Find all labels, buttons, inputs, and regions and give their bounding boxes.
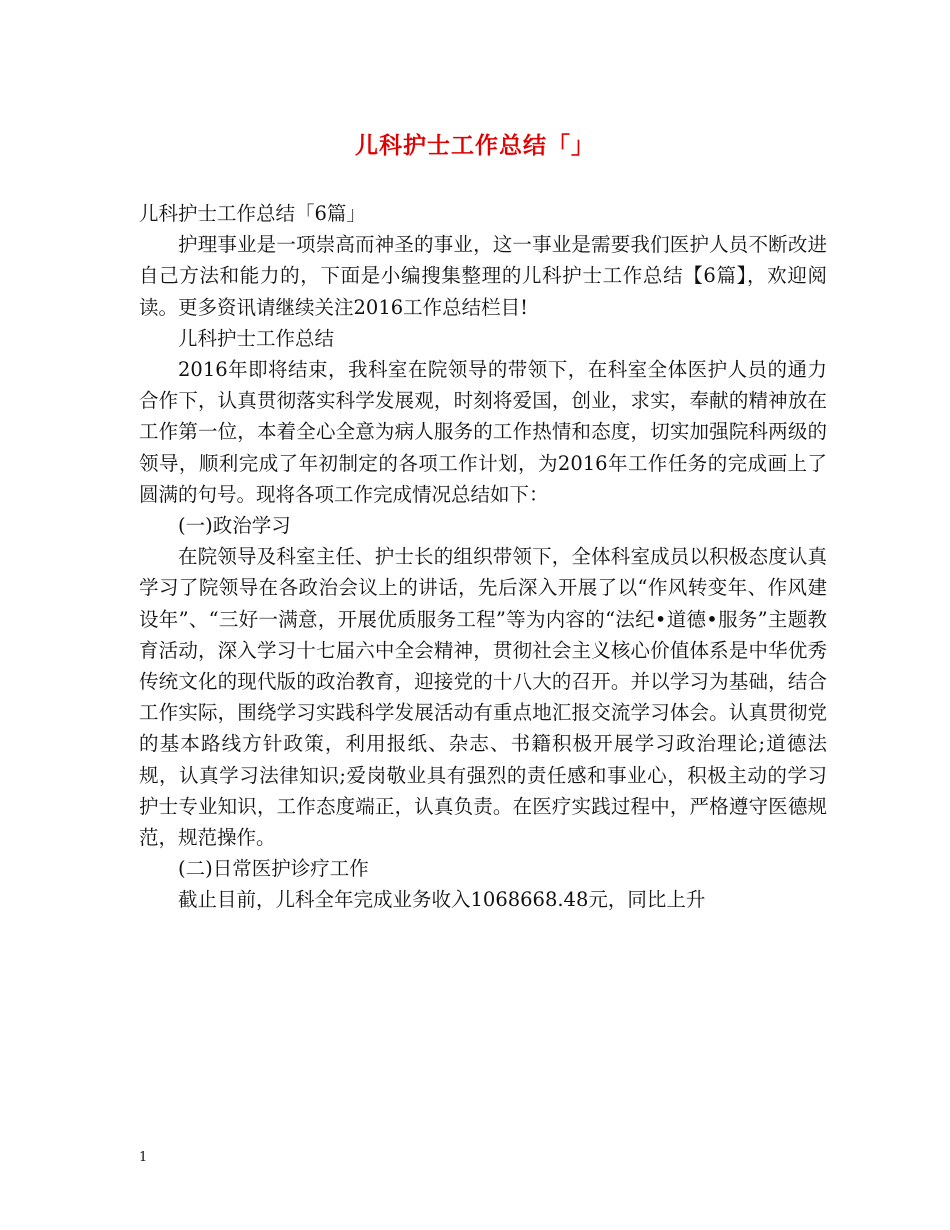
summary-paragraph: 2016年即将结束，我科室在院领导的带领下，在科室全体医护人员的通力合作下，认真贯彻落实科学发展观，时刻将爱国，创业，求实，奉献的精神放在工作第一位，本着全心全意为病人服务的工作热情和态度，切实加强院科两级的领导，顺利完成了年初制定的各项工作计划，为2016年工作任务的完成画上了圆满的句号。现将各项工作完成情况总结如下： bbox=[139, 358, 827, 506]
document-title: 儿科护士工作总结「」 bbox=[355, 132, 595, 159]
daily-work-heading: (二)日常医护诊疗工作 bbox=[178, 857, 369, 881]
politics-paragraph: 在院领导及科室主任、护士长的组织带领下，全体科室成员以积极态度认真学习了院领导在各政治会议上的讲话，先后深入开展了以“作风转变年、作风建设年”、“三好一满意，开展优质服务工程”等为内容的“法纪•道德•服务”主题教育活动，深入学习十七届六中全会精神，贯彻社会主义核心价值体系是中华优秀传统文化的现代版的政治教育，迎接党的十八大的召开。并以学习为基础，结合工作实际，围绕学习实践科学发展活动有重点地汇报交流学习体会。认真贯彻党的基本路线方针政策，利用报纸、杂志、书籍积极开展学习政治理论;道德法规，认真学习法律知识;爱岗敬业具有强烈的责任感和事业心，积极主动的学习护士专业知识，工作态度端正，认真负责。在医疗实践过程中，严格遵守医德规范，规范操作。 bbox=[139, 545, 827, 850]
intro-paragraph: 护理事业是一项崇高而神圣的事业，这一事业是需要我们医护人员不断改进自己方法和能力的，下面是小编搜集整理的儿科护士工作总结【6篇】，欢迎阅读。更多资讯请继续关注2016工作总结栏目! bbox=[139, 233, 827, 319]
subtitle-line: 儿科护士工作总结「6篇」 bbox=[139, 202, 366, 225]
section-heading: 儿科护士工作总结 bbox=[178, 326, 335, 350]
document-body bbox=[139, 198, 827, 916]
revenue-paragraph: 截止目前，儿科全年完成业务收入1068668.48元，同比上升 bbox=[178, 888, 706, 912]
page-number: 1 bbox=[139, 1150, 148, 1165]
politics-heading: (一)政治学习 bbox=[178, 514, 291, 538]
